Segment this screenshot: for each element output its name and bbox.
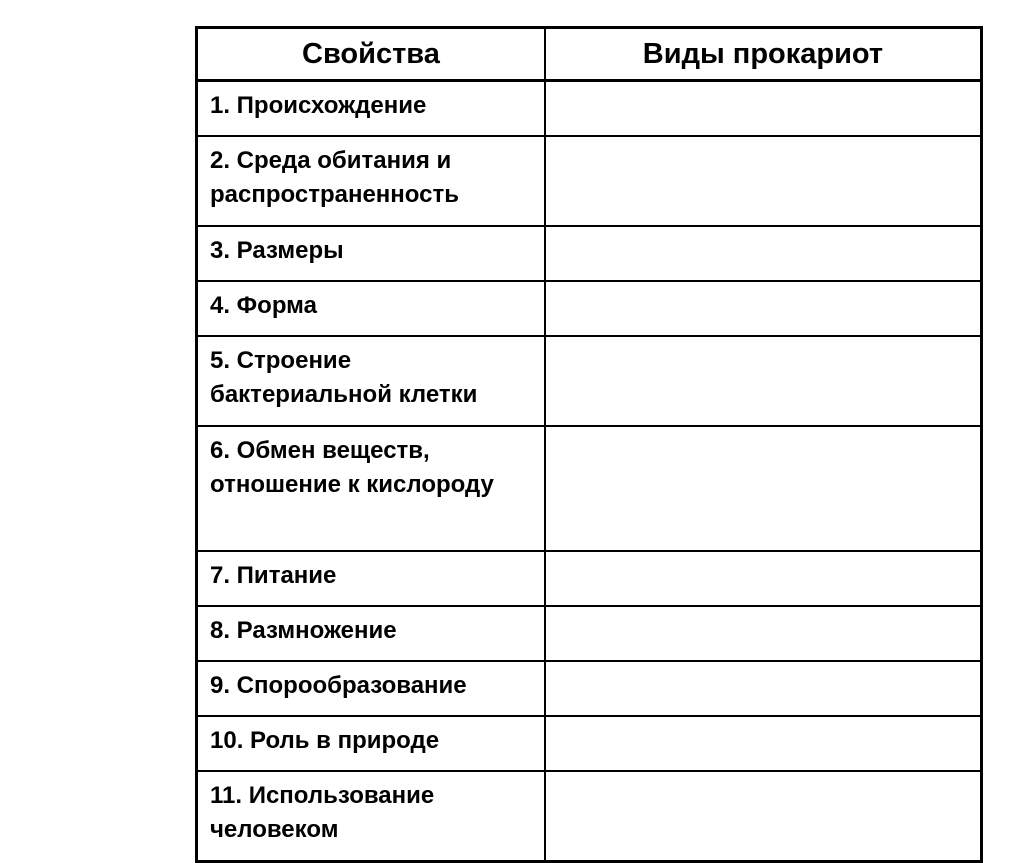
table-row	[197, 136, 982, 226]
table-row	[197, 606, 982, 661]
property-value-cell[interactable]	[545, 81, 982, 137]
property-value-cell[interactable]	[545, 136, 982, 226]
table-row	[197, 771, 982, 862]
table-row	[197, 426, 982, 551]
property-value-cell[interactable]	[545, 226, 982, 281]
properties-table	[195, 26, 983, 863]
table-row	[197, 661, 982, 716]
property-label: 9. Спорообразование	[197, 661, 545, 716]
property-label: 8. Размножение	[197, 606, 545, 661]
property-label: 6. Обмен веществ, отношение к кислороду	[197, 426, 545, 551]
property-label: 11. Использование человеком	[197, 771, 545, 862]
table-row	[197, 281, 982, 336]
property-label: 4. Форма	[197, 281, 545, 336]
property-label: 3. Размеры	[197, 226, 545, 281]
property-label: 1. Происхождение	[197, 81, 545, 137]
property-label: 10. Роль в природе	[197, 716, 545, 771]
property-label: 7. Питание	[197, 551, 545, 606]
property-value-cell[interactable]	[545, 336, 982, 426]
table-row	[197, 336, 982, 426]
property-value-cell[interactable]	[545, 716, 982, 771]
table-row	[197, 81, 982, 137]
property-label: 5. Строение бактериальной клетки	[197, 336, 545, 426]
property-value-cell[interactable]	[545, 551, 982, 606]
property-value-cell[interactable]	[545, 606, 982, 661]
header-prokaryote-types: Виды прокариот	[545, 28, 982, 81]
table-row	[197, 551, 982, 606]
property-value-cell[interactable]	[545, 661, 982, 716]
table-row	[197, 716, 982, 771]
table-header-row	[197, 28, 982, 81]
property-value-cell[interactable]	[545, 771, 982, 862]
property-value-cell[interactable]	[545, 281, 982, 336]
table-row	[197, 226, 982, 281]
property-value-cell[interactable]	[545, 426, 982, 551]
property-label: 2. Среда обитания и распространенность	[197, 136, 545, 226]
header-properties: Свойства	[197, 28, 545, 81]
